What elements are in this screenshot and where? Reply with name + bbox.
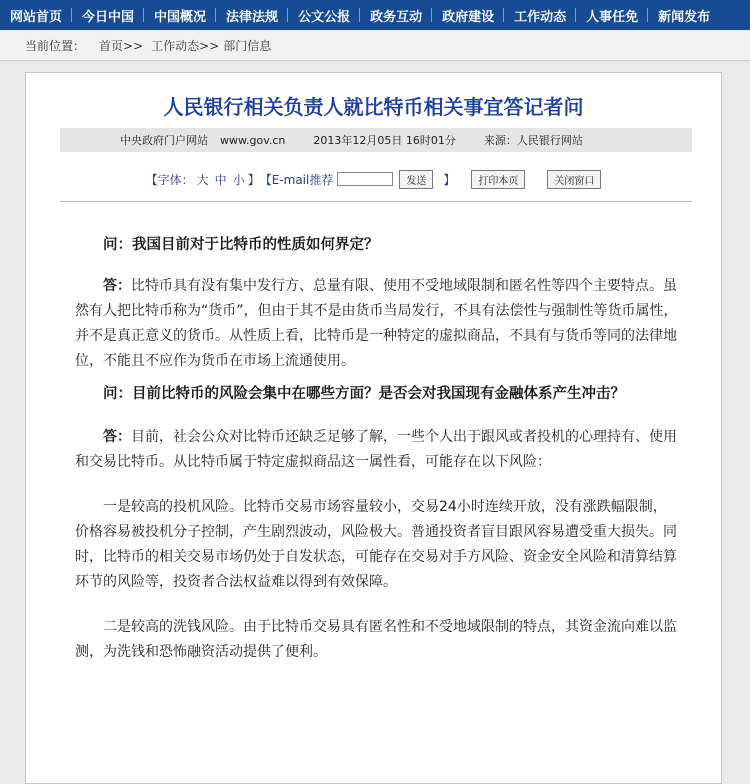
meta-site: 中央政府门户网站: [120, 134, 208, 147]
answer-label: 答：: [103, 278, 131, 294]
nav-appointments[interactable]: 人事任免: [586, 9, 639, 25]
risk-paragraph-1: 一是较高的投机风险。比特币交易市场容量较小，交易24小时连续开放，没有涨跌幅限制，价格容易被投机分子控制，产生剧烈波动，风险极大。普通投资者盲目跟风容易遭受重大损失。同时，比特币的相关交易市场仍处于自发状态，可能存在交易对手方风险、资金安全风险和清算结算环节的风险等，投资者合法权益难以得到有效保障。: [75, 499, 677, 590]
nav-press[interactable]: 新闻发布: [658, 9, 711, 25]
article-panel: [25, 72, 722, 784]
send-button[interactable]: 发送: [399, 170, 433, 189]
meta-source: 来源：人民银行网站: [483, 134, 583, 147]
risk-paragraph-2: 二是较高的洗钱风险。由于比特币交易具有匿名性和不受地域限制的特点，其资金流向难以监测，为洗钱和恐怖融资活动提供了便利。: [75, 619, 677, 660]
breadcrumb-dept-info[interactable]: 部门信息: [223, 38, 272, 53]
meta-datetime: 2013年12月05日 16时01分: [313, 134, 456, 147]
font-large-link[interactable]: 大: [196, 172, 209, 187]
email-input[interactable]: [337, 172, 393, 186]
nav-bulletins[interactable]: 公文公报: [298, 9, 351, 25]
nav-laws[interactable]: 法律法规: [226, 9, 279, 25]
answer-1: [75, 274, 680, 374]
nav-today-china[interactable]: 今日中国: [82, 9, 135, 25]
question-2: 问：目前比特币的风险会集中在哪些方面？是否会对我国现有金融体系产生冲击？: [103, 386, 625, 402]
breadcrumb-work-news[interactable]: 工作动态>>: [151, 38, 220, 53]
breadcrumb: [0, 30, 750, 61]
top-nav: [0, 0, 750, 30]
email-label: 【E-mail推荐: [259, 172, 334, 187]
breadcrumb-home[interactable]: 首页>>: [99, 38, 144, 53]
email-suffix: 】: [443, 172, 456, 187]
answer-text: 比特币具有没有集中发行方、总量有限、使用不受地域限制和匿名性等四个主要特点。虽然有人把比特币称为“货币”，但由于其不是由货币当局发行，不具有法偿性与强制性等货币属性，并不是真正意义的货币。从性质上看，比特币是一种特定的虚拟商品，不具有与货币等同的法律地位，不能且不应作为货币在市场上流通使用。: [75, 278, 678, 369]
answer-text: 目前，社会公众对比特币还缺乏足够了解，一些个人出于跟风或者投机的心理持有、使用和交易比特币。从比特币属于特定虚拟商品这一属性看，可能存在以下风险：: [75, 429, 677, 470]
font-medium-link[interactable]: 中: [214, 172, 227, 187]
meta-domain: www.gov.cn: [220, 133, 286, 147]
divider: [60, 201, 692, 202]
nav-china-overview[interactable]: 中国概况: [154, 9, 207, 25]
close-window-button[interactable]: 关闭窗口: [547, 170, 601, 189]
nav-gov-building[interactable]: 政府建设: [442, 9, 495, 25]
breadcrumb-label: 当前位置：: [25, 38, 86, 53]
article-title: 人民银行相关负责人就比特币相关事宜答记者问: [163, 95, 584, 119]
article-meta: [60, 128, 692, 152]
question-1: 问：我国目前对于比特币的性质如何界定？: [103, 237, 379, 253]
answer-2: [75, 425, 680, 475]
font-size-prefix: 【字体：: [145, 172, 194, 187]
font-small-link[interactable]: 小: [232, 172, 245, 187]
font-size-suffix: 】: [247, 172, 260, 187]
article-body: [75, 233, 680, 665]
print-button[interactable]: 打印本页: [471, 170, 525, 189]
nav-interaction[interactable]: 政务互动: [370, 9, 423, 25]
answer-label: 答：: [103, 429, 131, 445]
article-toolbar: [26, 168, 721, 190]
nav-work-news[interactable]: 工作动态: [514, 9, 567, 25]
nav-home[interactable]: 网站首页: [10, 9, 63, 25]
